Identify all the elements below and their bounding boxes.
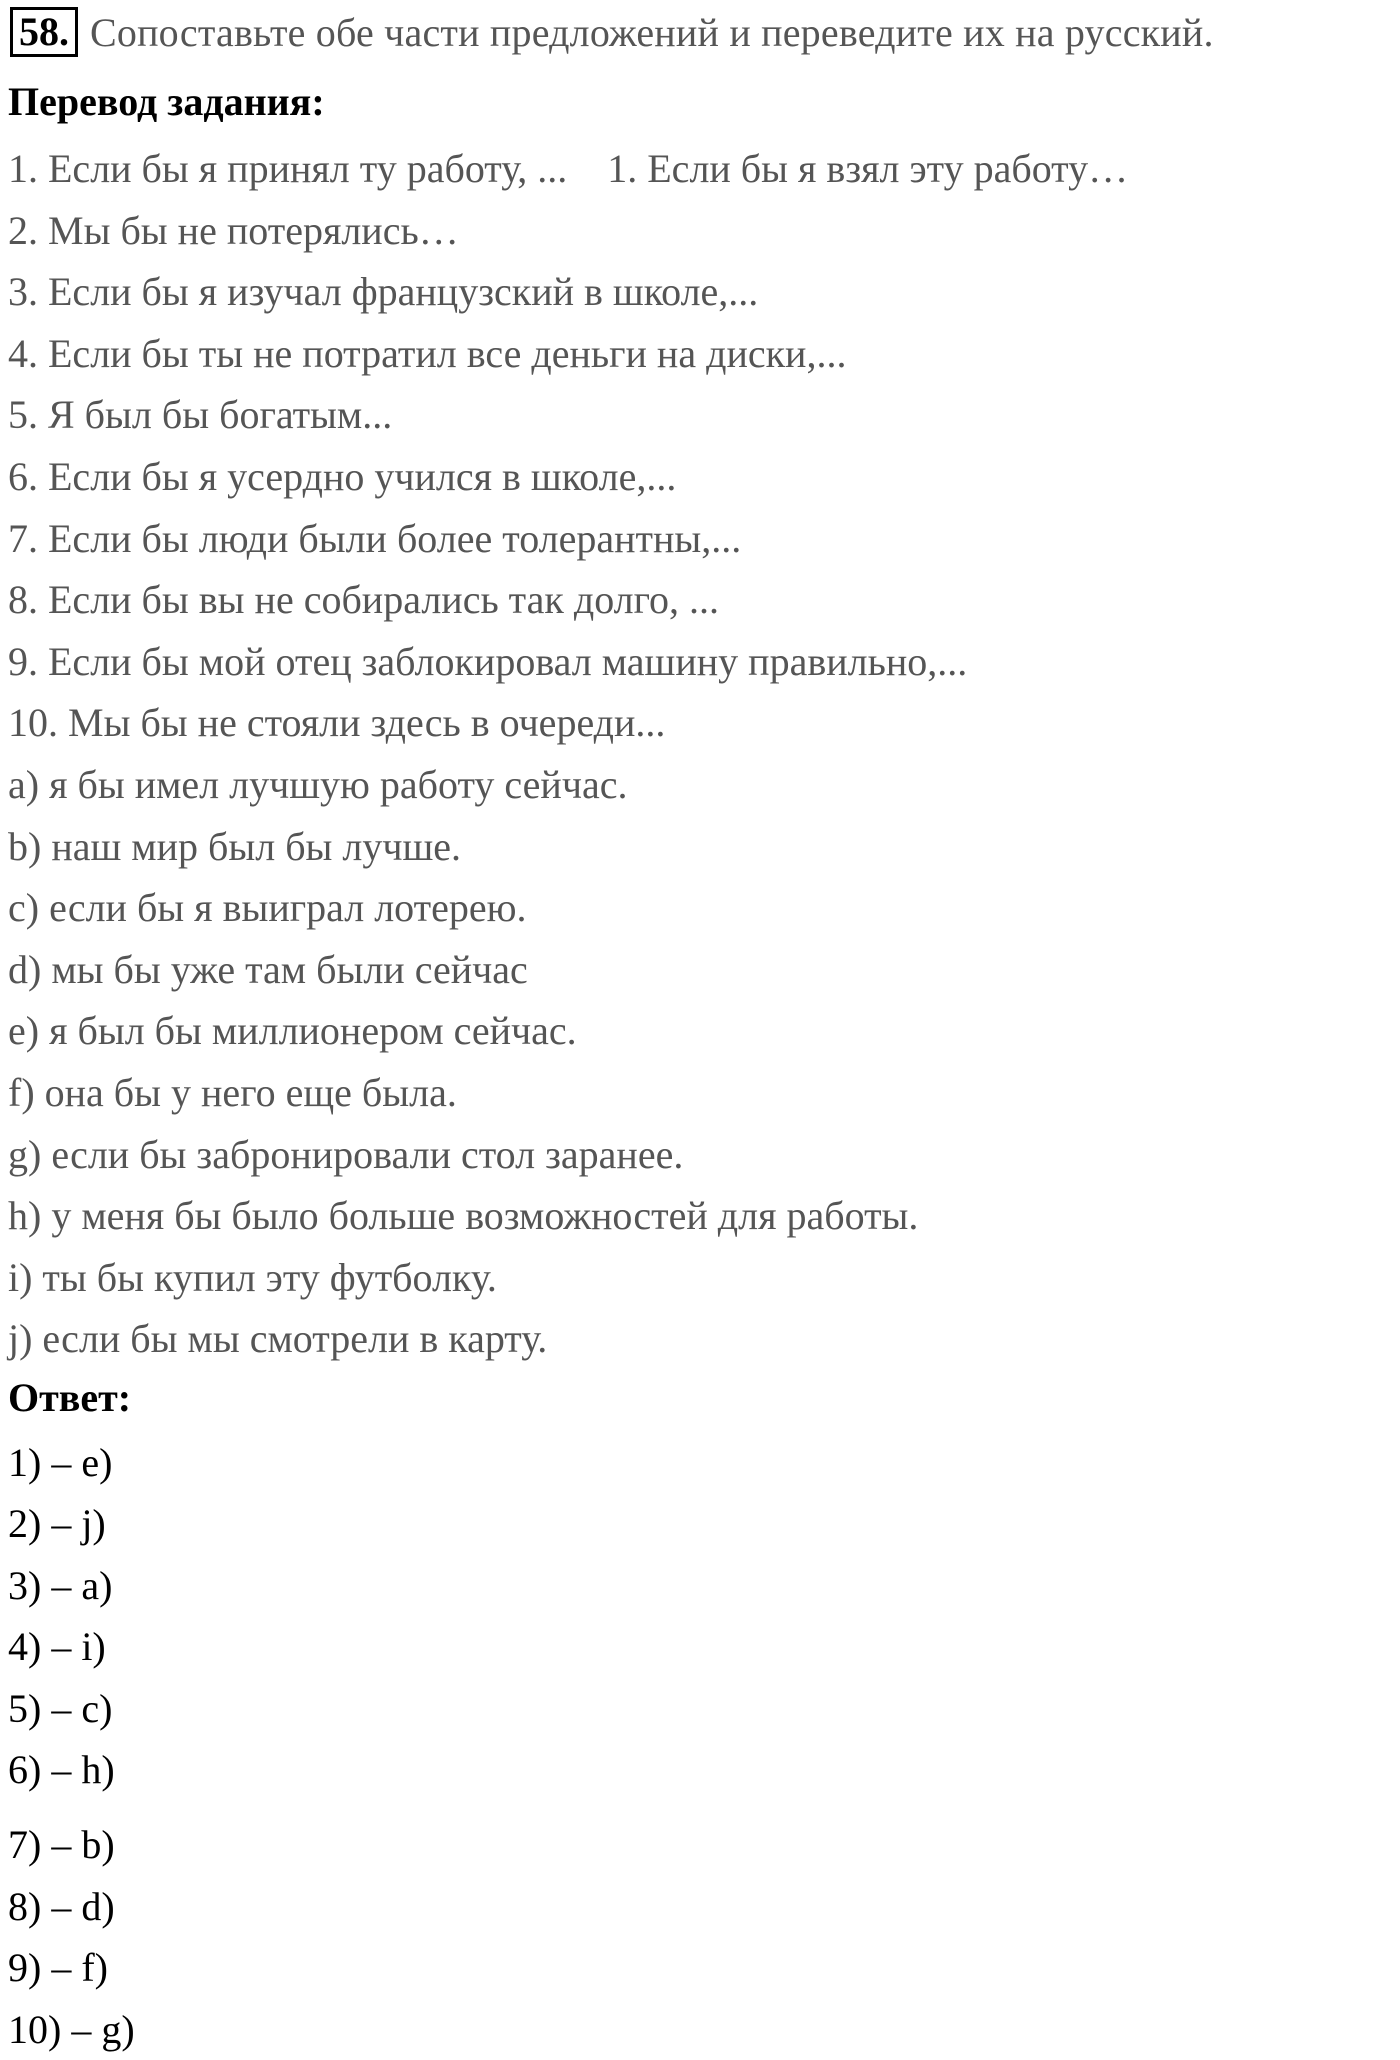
translation-item: b) наш мир был бы лучше. bbox=[8, 823, 462, 869]
translation-item: i) ты бы купил эту футболку. bbox=[8, 1254, 497, 1300]
translation-heading: Перевод задания: bbox=[8, 79, 325, 124]
answer-heading: Ответ: bbox=[8, 1375, 132, 1420]
translation-item: j) если бы мы смотрели в карту. bbox=[8, 1316, 548, 1362]
answer-item: 2) – j) bbox=[8, 1501, 106, 1547]
translation-item: 9. Если бы мой отец заблокировал машину правильно,... bbox=[8, 638, 968, 684]
translation-item: h) у меня бы было больше возможностей для работы. bbox=[8, 1193, 919, 1239]
translation-item: 7. Если бы люди были более толерантны,... bbox=[8, 515, 742, 561]
answer-list bbox=[8, 1432, 135, 2060]
translation-item: a) я бы имел лучшую работу сейчас. bbox=[8, 761, 628, 807]
answer-item: 4) – i) bbox=[8, 1624, 106, 1670]
translation-item-first-right: 1. Если бы я взял эту работу… bbox=[607, 146, 1129, 191]
translation-item bbox=[8, 138, 1128, 200]
translation-item: d) мы бы уже там были сейчас bbox=[8, 946, 528, 992]
translation-item-first bbox=[8, 138, 1128, 200]
task-number-badge: 58. bbox=[10, 7, 78, 57]
translation-item: 3. Если бы я изучал французский в школе,... bbox=[8, 269, 759, 315]
answer-item: 10) – g) bbox=[8, 2006, 135, 2052]
translation-item: 2. Мы бы не потерялись… bbox=[8, 207, 459, 253]
exercise-header bbox=[10, 6, 1214, 58]
answer-item: 3) – a) bbox=[8, 1562, 113, 1608]
translation-item: c) если бы я выиграл лотерею. bbox=[8, 885, 527, 931]
answer-item: 8) – d) bbox=[8, 1883, 115, 1929]
answer-item: 7) – b) bbox=[8, 1822, 115, 1868]
translation-item: 4. Если бы ты не потратил все деньги на диски,... bbox=[8, 330, 847, 376]
answer-item: 9) – f) bbox=[8, 1945, 108, 1991]
translation-item: g) если бы забронировали стол заранее. bbox=[8, 1131, 684, 1177]
answer-item: 1) – e) bbox=[8, 1440, 113, 1485]
translation-item: 8. Если бы вы не собирались так долго, ... bbox=[8, 577, 720, 623]
translation-item-first-left: 1. Если бы я принял ту работу, ... bbox=[8, 146, 568, 191]
answer-item: 6) – h) bbox=[8, 1746, 115, 1792]
translation-item: e) я был бы миллионером сейчас. bbox=[8, 1008, 577, 1054]
task-instruction: Сопоставьте обе части предложений и переведите их на русский. bbox=[90, 9, 1214, 55]
translation-item: f) она бы у него еще была. bbox=[8, 1069, 457, 1115]
translation-item: 10. Мы бы не стояли здесь в очереди... bbox=[8, 700, 666, 746]
translation-list bbox=[8, 138, 1128, 1370]
translation-item: 5. Я был бы богатым... bbox=[8, 392, 393, 438]
translation-item: 6. Если бы я усердно учился в школе,... bbox=[8, 453, 677, 499]
answer-item: 5) – c) bbox=[8, 1685, 113, 1731]
